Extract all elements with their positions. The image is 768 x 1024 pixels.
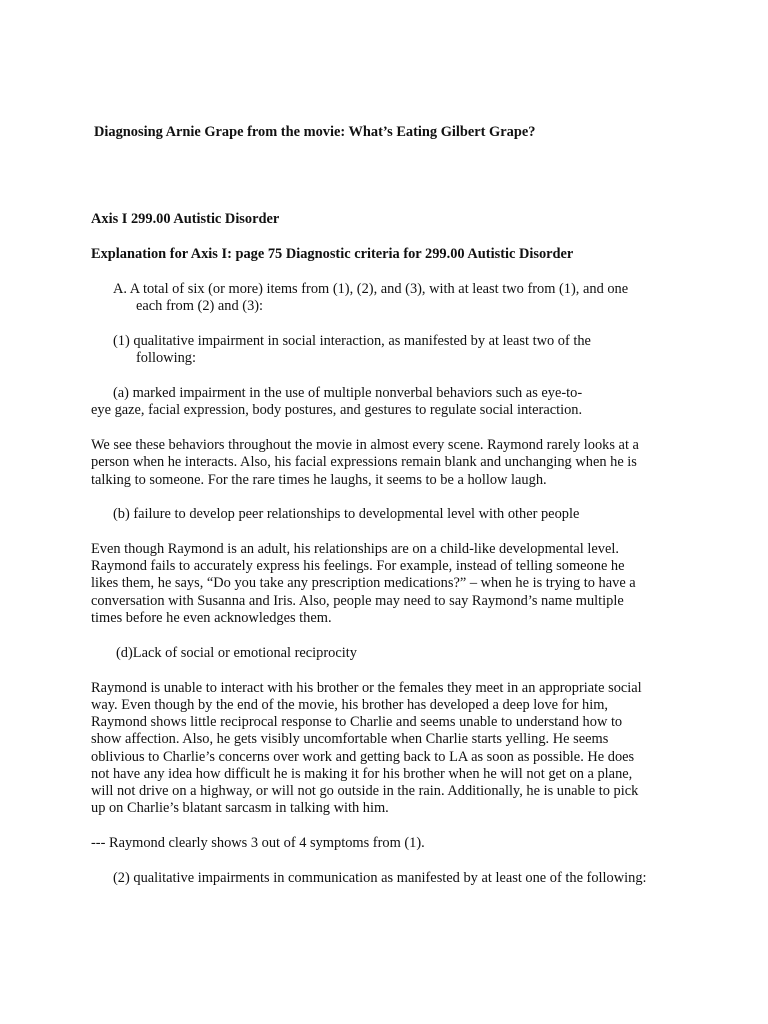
criterion-a-line: each from (2) and (3): [136, 298, 264, 314]
paragraph-3-line: oblivious to Charlie’s concerns over work and getting back to LA as soon as possible. He does [91, 749, 635, 765]
paragraph-1-line: person when he interacts. Also, his facial expressions remain blank and unchanging when he is [91, 454, 637, 470]
paragraph-2-line: likes them, he says, “Do you take any prescription medications?” – when he is trying to have a [91, 575, 636, 591]
paragraph-3-line: Raymond is unable to interact with his brother or the females they meet in an appropriate social [91, 680, 642, 696]
paragraph-3-line: up on Charlie’s blatant sarcasm in talking with him. [91, 800, 389, 816]
item-1d-line: (d)Lack of social or emotional reciprocity [116, 645, 357, 661]
paragraph-3-line: way. Even though by the end of the movie, his brother has developed a deep love for him, [91, 697, 608, 713]
item-1a-line: eye gaze, facial expression, body postures, and gestures to regulate social interaction. [91, 402, 583, 418]
paragraph-3-line: Raymond shows little reciprocal response to Charlie and seems unable to understand how to [91, 714, 623, 730]
summary-line: --- Raymond clearly shows 3 out of 4 symptoms from (1). [91, 835, 425, 851]
paragraph-2-line: times before he even acknowledges them. [91, 610, 332, 626]
paragraph-2-line: conversation with Susanna and Iris. Also, people may need to say Raymond’s name multiple [91, 593, 624, 609]
item-1-line: (1) qualitative impairment in social interaction, as manifested by at least two of the [113, 333, 591, 349]
item-1b-line: (b) failure to develop peer relationships to developmental level with other people [113, 506, 580, 522]
item-1-line: following: [136, 350, 196, 366]
paragraph-2-line: Raymond fails to accurately express his feelings. For example, instead of telling someone he [91, 558, 625, 574]
paragraph-1-line: We see these behaviors throughout the movie in almost every scene. Raymond rarely looks at a [91, 437, 639, 453]
paragraph-3-line: not have any idea how difficult he is making it for his brother when he will not get on a plane, [91, 766, 633, 782]
paragraph-3-line: will not drive on a highway, or will not go outside in the rain. Additionally, he is unable to pick [91, 783, 639, 799]
axis-heading: Axis I 299.00 Autistic Disorder [91, 211, 280, 227]
explanation-heading: Explanation for Axis I: page 75 Diagnostic criteria for 299.00 Autistic Disorder [91, 246, 574, 262]
paragraph-3-line: show affection. Also, he gets visibly uncomfortable when Charlie starts yelling. He seems [91, 731, 609, 747]
item-2-line: (2) qualitative impairments in communication as manifested by at least one of the following: [113, 870, 647, 886]
document-title: Diagnosing Arnie Grape from the movie: What’s Eating Gilbert Grape? [94, 124, 536, 140]
paragraph-2-line: Even though Raymond is an adult, his relationships are on a child-like developmental level. [91, 541, 619, 557]
paragraph-1-line: talking to someone. For the rare times he laughs, it seems to be a hollow laugh. [91, 472, 547, 488]
item-1a-line: (a) marked impairment in the use of multiple nonverbal behaviors such as eye-to- [113, 385, 583, 401]
criterion-a-line: A. A total of six (or more) items from (1), (2), and (3), with at least two from (1), and one [113, 281, 629, 297]
